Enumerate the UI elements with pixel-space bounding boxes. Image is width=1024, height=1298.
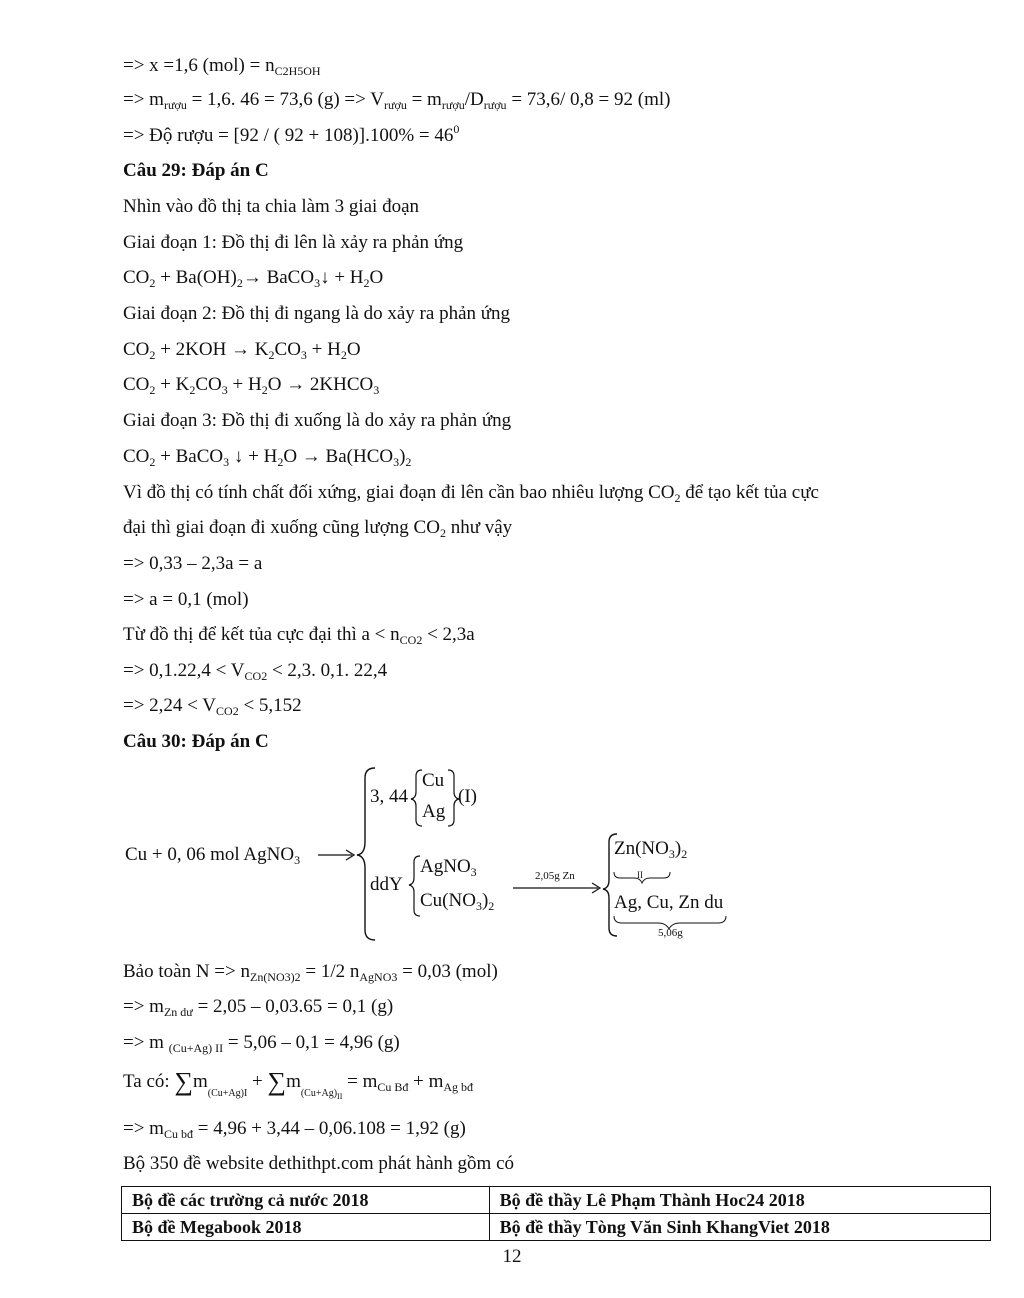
line-symmetry-cont: đại thì giai đoạn đi xuống cũng lượng $CO_2$ như vậy bbox=[123, 517, 513, 540]
scheme-cu: Cu bbox=[422, 770, 445, 791]
line-phase-2: Giai đoạn 2: Đồ thị đi ngang là do xảy ra phản ứng bbox=[123, 303, 511, 324]
table-cell: Bộ đề thầy Lê Phạm Thành Hoc24 2018 bbox=[489, 1187, 990, 1214]
line-alcohol-degree: => Độ rượu = [92 / ( $92 + 108)].100\% = 46^0$ bbox=[123, 122, 460, 146]
table-cell: Bộ đề các trường cả nước 2018 bbox=[122, 1187, 490, 1214]
table-row bbox=[122, 1187, 991, 1214]
equation-1: $CO_2 + Ba(OH)_2\to$ BaCO$_3$↓ + $H_2O$ bbox=[123, 267, 384, 290]
scheme-label-I: (I) bbox=[458, 786, 477, 807]
scheme-ddY: ddY bbox=[370, 874, 403, 895]
line-x-mol: => x =1,6 $(mol) = n_{C2H5OH}$ bbox=[123, 55, 321, 78]
promo-table bbox=[121, 1186, 991, 1241]
heading-question-30: Câu 30: Đáp án C bbox=[123, 731, 269, 752]
line-cu-initial: => $m_{Cu bđ} = 4,96 + 3,44 - 0,06.108 = 1,92$ (g) bbox=[123, 1118, 466, 1141]
line-sum-equation: Ta có: $\sum m_{(Cu+Ag)I} + \sum m_{(Cu+Ag)_{II}} = m_{Cu Bđ} + m_{Ag bđ}$ bbox=[123, 1067, 474, 1101]
scheme-label-II: II bbox=[637, 870, 643, 880]
scheme-agno3: AgNO$_3$ bbox=[420, 856, 477, 879]
table-cell: Bộ đề Megabook 2018 bbox=[122, 1214, 490, 1241]
equation-2: $CO_2 + 2KOH \to K_2CO_3 + H_2O$ bbox=[123, 339, 361, 362]
line-volume-result: => $2,24 < V_{CO2} < 5,152$ bbox=[123, 695, 302, 718]
table-cell: Bộ đề thầy Tòng Văn Sinh KhangViet 2018 bbox=[489, 1214, 990, 1241]
line-promo: Bộ 350 đề website dethithpt.com phát hành gồm có bbox=[123, 1153, 515, 1174]
scheme-cuno3: $Cu(NO_3)_2$ bbox=[420, 890, 495, 913]
page-number: 12 bbox=[502, 1246, 522, 1267]
scheme-solids-mass: 5,06g bbox=[658, 927, 683, 939]
reaction-scheme bbox=[120, 762, 740, 947]
scheme-mass-I: 3, 44 bbox=[370, 786, 408, 807]
scheme-ag: Ag bbox=[422, 801, 446, 822]
line-mass-II: => m $_{(Cu+Ag) II}$ = 5,06 – 0,1 = 4,96 (g) bbox=[123, 1032, 400, 1055]
line-phase-3: Giai đoạn 3: Đồ thị đi xuống là do xảy ra phản ứng bbox=[123, 410, 512, 431]
line-nitrogen-balance: Bảo toàn $N => n_{Zn(NO3)2} = 1/2$ $n_{AgNO3} = 0,03$ (mol) bbox=[123, 961, 498, 984]
equation-4: $CO_2$ + BaCO$_3$ ↓ + $H_2O \to Ba(HCO_3)_2$ bbox=[123, 446, 412, 469]
line-equation-a: => 0,33 – 2,3a = a bbox=[123, 553, 263, 574]
line-volume-range: => $0,1.22,4 < V_{CO2} < 2,3$. 0,1. 22,4 bbox=[123, 660, 388, 683]
heading-question-29: Câu 29: Đáp án C bbox=[123, 160, 269, 181]
line-zn-excess: => $m_{Zn dư} = 2,05 - 0,03.65 = 0,1$ (g) bbox=[123, 996, 394, 1019]
scheme-solids: Ag, Cu, Zn du bbox=[614, 892, 724, 913]
table-row bbox=[122, 1214, 991, 1241]
equation-3: $CO_2 + K_2CO_3 + H_2O$ → $2KHCO_3$ bbox=[123, 374, 380, 397]
line-phase-1: Giai đoạn 1: Đồ thị đi lên là xảy ra phản ứng bbox=[123, 232, 464, 253]
scheme-znno3: $Zn(NO_3)_2$ bbox=[614, 838, 688, 861]
scheme-zn-label: 2,05g Zn bbox=[535, 870, 575, 882]
scheme-reactants: Cu + 0, 06 mol AgNO$_3$ bbox=[125, 844, 301, 867]
line-a-value: => a = 0,1 (mol) bbox=[123, 589, 249, 610]
line-mass-volume: => $m_{rượu} = 1,6$. 46 = 73,6 $(g) => V_{rượu} = m_{rượu}/D_{rượu} = 73,6/$ 0,8 = 92 (ml) bbox=[123, 89, 671, 112]
line-max-precipitate: Từ đồ thị để kết tủa cực đại thì $a < n_{CO2} < 2,3a$ bbox=[123, 624, 475, 647]
line-symmetry: Vì đồ thị có tính chất đối xứng, giai đoạn đi lên cần bao nhiêu lượng $CO_2$ để tạo kết tủa cực bbox=[123, 482, 819, 505]
line-graph-phases: Nhìn vào đồ thị ta chia làm 3 giai đoạn bbox=[123, 196, 420, 217]
